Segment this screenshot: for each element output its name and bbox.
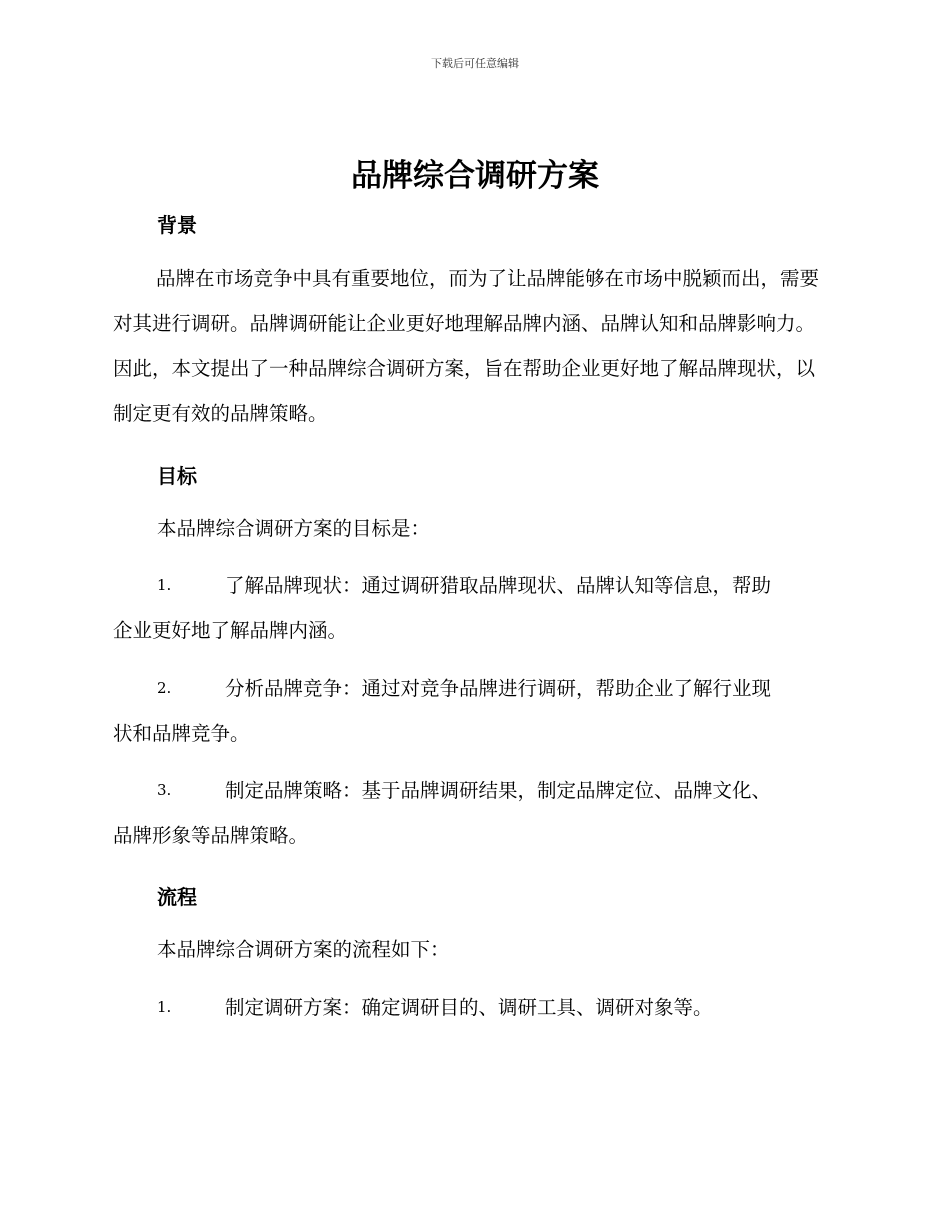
goal-item-1 bbox=[113, 563, 833, 653]
list-item-text-continued: 企业更好地了解品牌内涵。 bbox=[113, 619, 348, 642]
list-number: 1. bbox=[157, 576, 172, 594]
list-item-text: 制定品牌策略：基于品牌调研结果，制定品牌定位、品牌文化、 bbox=[225, 779, 772, 802]
goal-item-2 bbox=[113, 666, 833, 756]
process-intro: 本品牌综合调研方案的流程如下： bbox=[157, 938, 450, 961]
list-item-text-continued: 品牌形象等品牌策略。 bbox=[113, 824, 309, 847]
list-item-text: 制定调研方案：确定调研目的、调研工具、调研对象等。 bbox=[225, 996, 713, 1019]
document-title: 品牌综合调研方案 bbox=[351, 158, 599, 194]
list-item-text: 分析品牌竞争：通过对竞争品牌进行调研，帮助企业了解行业现 bbox=[225, 677, 772, 700]
list-item-text-continued: 状和品牌竞争。 bbox=[113, 722, 250, 745]
list-number: 2. bbox=[157, 679, 172, 697]
section-heading-goals: 目标 bbox=[157, 464, 197, 488]
section-heading-background: 背景 bbox=[157, 213, 197, 237]
list-item-text: 了解品牌现状：通过调研猎取品牌现状、品牌认知等信息，帮助 bbox=[225, 574, 772, 597]
section-heading-process: 流程 bbox=[157, 885, 197, 909]
process-item-1 bbox=[113, 985, 833, 1030]
header-note: 下载后可任意编辑 bbox=[431, 57, 519, 70]
list-number: 1. bbox=[157, 998, 172, 1016]
list-number: 3. bbox=[157, 781, 172, 799]
background-paragraph: 品牌在市场竞争中具有重要地位，而为了让品牌能够在市场中脱颖而出，需要对其进行调研。品牌调研能让企业更好地理解品牌内涵、品牌认知和品牌影响力。因此，本文提出了一种品牌综合调研方案，旨在帮助企业更好地了解品牌现状，以制定更有效的品牌策略。 bbox=[113, 267, 820, 425]
goals-intro: 本品牌综合调研方案的目标是： bbox=[157, 517, 431, 540]
goal-item-3 bbox=[113, 768, 833, 858]
